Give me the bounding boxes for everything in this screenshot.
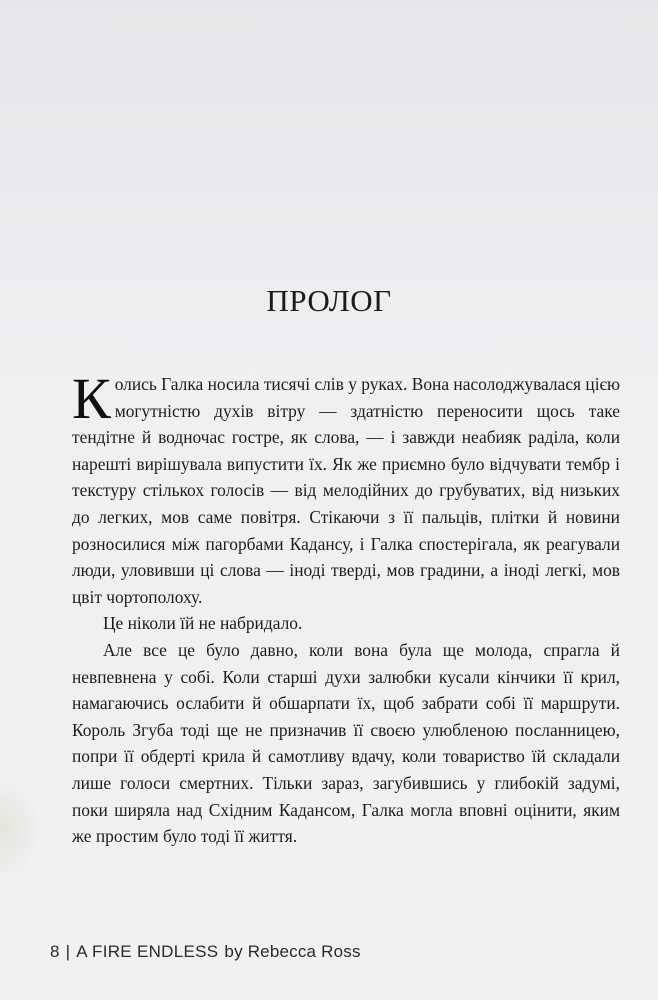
drop-cap: К [72, 366, 111, 431]
paragraph-2: Це ніколи їй не набридало. [103, 613, 303, 634]
author-name: by Rebecca Ross [224, 942, 361, 961]
paragraph-1 [72, 366, 620, 610]
page-footer [50, 942, 361, 962]
book-title: A FIRE ENDLESS [76, 942, 219, 961]
body-text [72, 366, 620, 850]
paragraph-3: Але все це було давно, коли вона була ще молода, спрагла й невпевнена у собі. Коли старші духи залюбки кусали кінчики її крил, намагаючись ослабити й обшарпати їх, щоб забрати собі її маршрути. Король Згуба тоді ще не призначив її своєю улюбленою посланницею, попри її обдерті крила й самотливу вдачу, коли товариство їй складали лише голоси смертних. Тільки зараз, загубившись у глибокій задумі, поки ширяла над Східним Кадансом, Галка могла вповні оцінити, яким же простим було тоді її життя. [72, 639, 620, 847]
paragraph-1-text: олись Галка носила тисячі слів у руках. Вона насолоджувалася цією могутністю духів вітру — здатністю переносити щось таке тендітне й водночас гостре, як слова, — і завжди неабияк раділа, коли нарешті вирішувала випустити їх. Як же приємно було відчувати тембр і текстуру стількох голосів — від мелодійних до грубуватих, від низьких до легких, мов саме повітря. Стікаючи з її пальців, плітки й новини розносилися між пагорбами Кадансу, і Галка спостерігала, як реагували люди, уловивши ці слова — іноді тверді, мов градини, а іноді легкі, мов цвіт чортополоху. [72, 374, 620, 607]
page-shadow [0, 780, 40, 880]
page-number: 8 [50, 942, 60, 961]
chapter-title: ПРОЛОГ [266, 283, 392, 318]
footer-separator: | [65, 942, 71, 961]
